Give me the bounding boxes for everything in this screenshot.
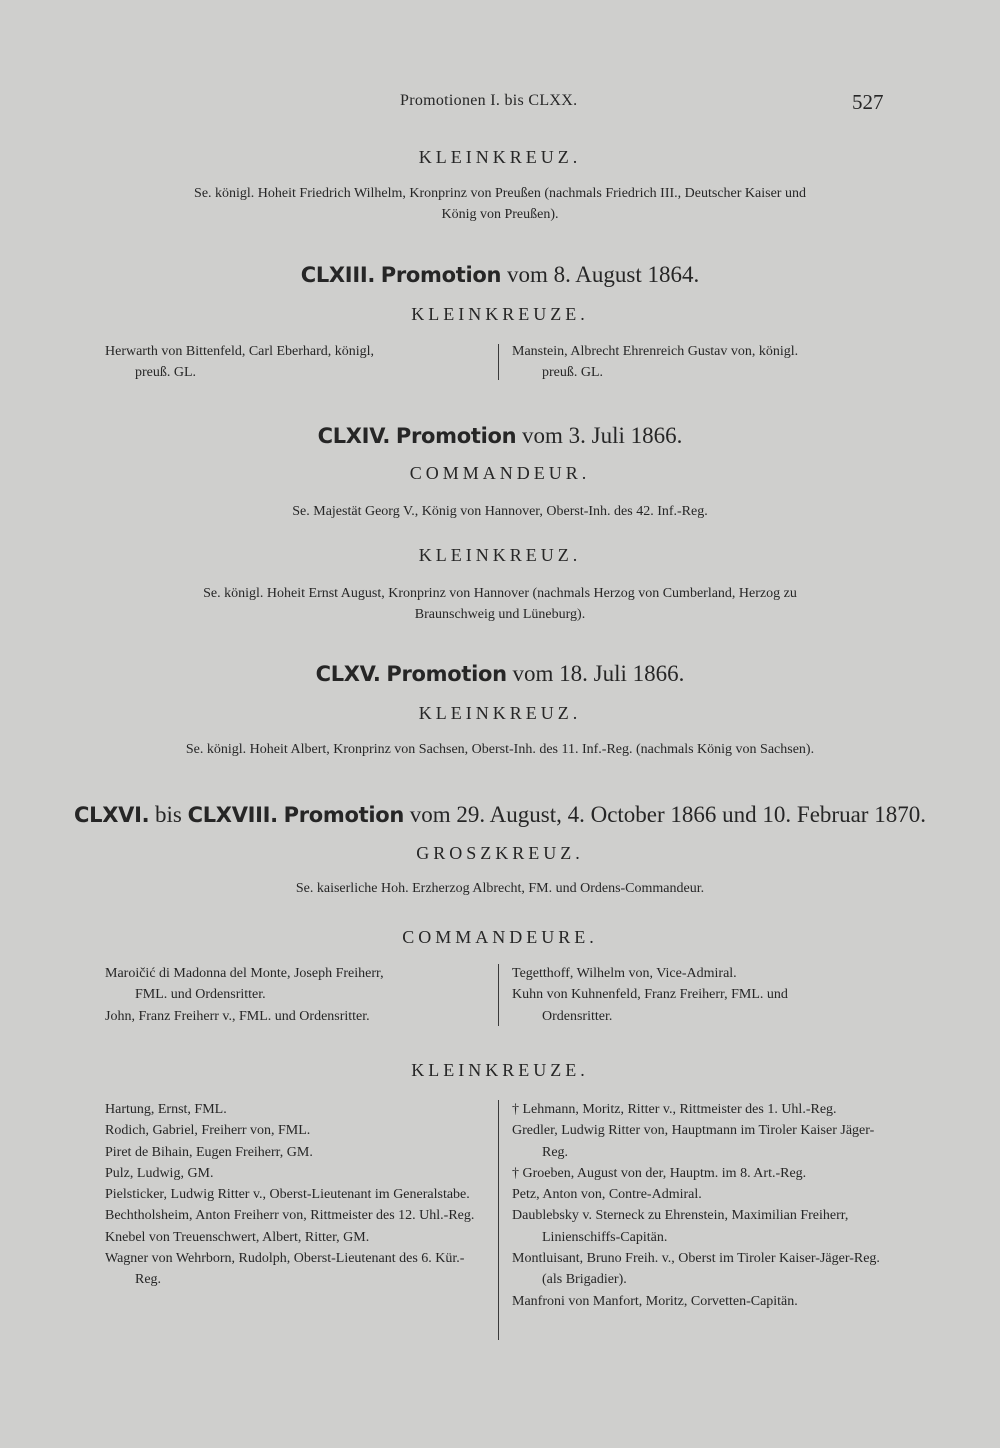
entry-line: Se. königl. Hoheit Friedrich Wilhelm, Kronprinz von Preußen (nachmals Friedrich III., Deutscher Kaiser und — [194, 186, 806, 201]
list-item: Daublebsky v. Sterneck zu Ehrenstein, Maximilian Freiherr, Linienschiffs-Capitän. — [512, 1208, 849, 1245]
promotion-heading — [0, 661, 1000, 687]
list-item: † Lehmann, Moritz, Ritter v., Rittmeister des 1. Uhl.-Reg. — [512, 1102, 837, 1117]
category-heading: KLEINKREUZ. — [418, 703, 582, 723]
entry-line: Herwarth von Bittenfeld, Carl Eberhard, königl, — [105, 344, 375, 359]
entry-line: Braunschweig und Lüneburg). — [414, 607, 586, 622]
list-item: Pulz, Ludwig, GM. — [105, 1165, 214, 1181]
entry-line: Se. königl. Hoheit Albert, Kronprinz von Sachsen, Oberst-Inh. des 11. Inf.-Reg. (nachmals König von Sachsen). — [185, 742, 815, 757]
entry-line: preuß. GL. — [135, 365, 197, 381]
promotion-number: CLXV. — [315, 662, 381, 686]
list-item: Hartung, Ernst, FML. — [105, 1102, 227, 1117]
category-heading: KLEINKREUZE. — [411, 304, 589, 324]
entry-line: John, Franz Freiherr v., FML. und Ordensritter. — [105, 1008, 370, 1024]
category-heading: COMMANDEUR. — [409, 463, 591, 483]
entry-line: Ordensritter. — [542, 1008, 613, 1024]
list-item: Wagner von Wehrborn, Rudolph, Oberst-Lieutenant des 6. Kür.-Reg. — [105, 1251, 465, 1288]
promotion-word: Promotion — [380, 263, 502, 287]
commandeure-left-column — [105, 963, 490, 1027]
category-heading: KLEINKREUZ. — [418, 545, 582, 565]
right-column — [512, 341, 897, 384]
category-heading: GROSZKREUZ. — [416, 843, 584, 863]
entry-line: preuß. GL. — [542, 365, 604, 381]
category-heading: KLEINKREUZ. — [418, 147, 582, 167]
list-item: Rodich, Gabriel, Freiherr von, FML. — [105, 1123, 311, 1139]
promotion-number: CLXIII. — [300, 263, 376, 287]
promotion-word: Promotion — [395, 424, 517, 448]
list-item: Pielsticker, Ludwig Ritter v., Oberst-Lieutenant im Generalstabe. — [105, 1187, 470, 1203]
promotion-heading — [0, 262, 1000, 288]
column-divider — [498, 964, 499, 1026]
entry-line: Maroičić di Madonna del Monte, Joseph Freiherr, — [105, 966, 384, 981]
page-number: 527 — [852, 90, 884, 114]
list-item: Knebel von Treuenschwert, Albert, Ritter, GM. — [105, 1229, 370, 1245]
promotion-word: Promotion — [283, 803, 405, 827]
entry-line: Tegetthoff, Wilhelm von, Vice-Admiral. — [512, 966, 737, 981]
promotion-date: vom 18. Juli 1866. — [512, 661, 685, 686]
promotion-heading — [0, 423, 1000, 449]
page-header — [0, 90, 1000, 114]
column-divider — [498, 1100, 499, 1340]
entry-line: Kuhn von Kuhnenfeld, Franz Freiherr, FML. und — [512, 987, 788, 1003]
list-item: Petz, Anton von, Contre-Admiral. — [512, 1187, 702, 1203]
entry-line: FML. und Ordensritter. — [135, 987, 266, 1003]
kleinkreuze-right-column — [512, 1099, 897, 1312]
entry-line: Se. kaiserliche Hoh. Erzherzog Albrecht, FM. und Ordens-Commandeur. — [295, 881, 705, 896]
column-divider — [498, 344, 499, 380]
list-item: Bechtholsheim, Anton Freiherr von, Rittmeister des 12. Uhl.-Reg. — [105, 1208, 475, 1224]
promotion-date: vom 8. August 1864. — [506, 262, 700, 287]
list-item: Gredler, Ludwig Ritter von, Hauptmann im Tiroler Kaiser Jäger-Reg. — [512, 1123, 875, 1160]
entry-line: Se. königl. Hoheit Ernst August, Kronprinz von Hannover (nachmals Herzog von Cumberland, Herzog zu — [203, 586, 797, 601]
entry-line: König von Preußen). — [441, 207, 559, 222]
category-heading: KLEINKREUZE. — [411, 1060, 589, 1080]
kleinkreuze-left-column — [105, 1099, 490, 1291]
list-item: † Groeben, August von der, Hauptm. im 8. Art.-Reg. — [512, 1165, 807, 1181]
promotion-heading — [0, 802, 1000, 828]
promotion-bis: bis — [155, 802, 182, 827]
promotion-word: Promotion — [386, 662, 507, 686]
promotion-date: vom 3. Juli 1866. — [522, 423, 683, 448]
commandeure-right-column — [512, 963, 897, 1027]
list-item: Manfroni von Manfort, Moritz, Corvetten-Capitän. — [512, 1293, 798, 1309]
promotion-number: CLXVIII. — [187, 803, 278, 827]
promotion-number: CLXIV. — [317, 424, 391, 448]
category-heading: COMMANDEURE. — [402, 927, 598, 947]
promotion-date: vom 29. August, 4. October 1866 und 10. Februar 1870. — [409, 802, 926, 827]
left-column — [105, 341, 490, 384]
promotion-number: CLXVI. — [74, 803, 150, 827]
list-item: Montluisant, Bruno Freih. v., Oberst im Tiroler Kaiser-Jäger-Reg. (als Brigadier). — [512, 1251, 880, 1288]
list-item: Piret de Bihain, Eugen Freiherr, GM. — [105, 1144, 313, 1160]
entry-line: Se. Majestät Georg V., König von Hannover, Oberst-Inh. des 42. Inf.-Reg. — [292, 504, 708, 519]
running-title: Promotionen I. bis CLXX. — [400, 92, 578, 109]
entry-line: Manstein, Albrecht Ehrenreich Gustav von, königl. — [512, 344, 799, 359]
